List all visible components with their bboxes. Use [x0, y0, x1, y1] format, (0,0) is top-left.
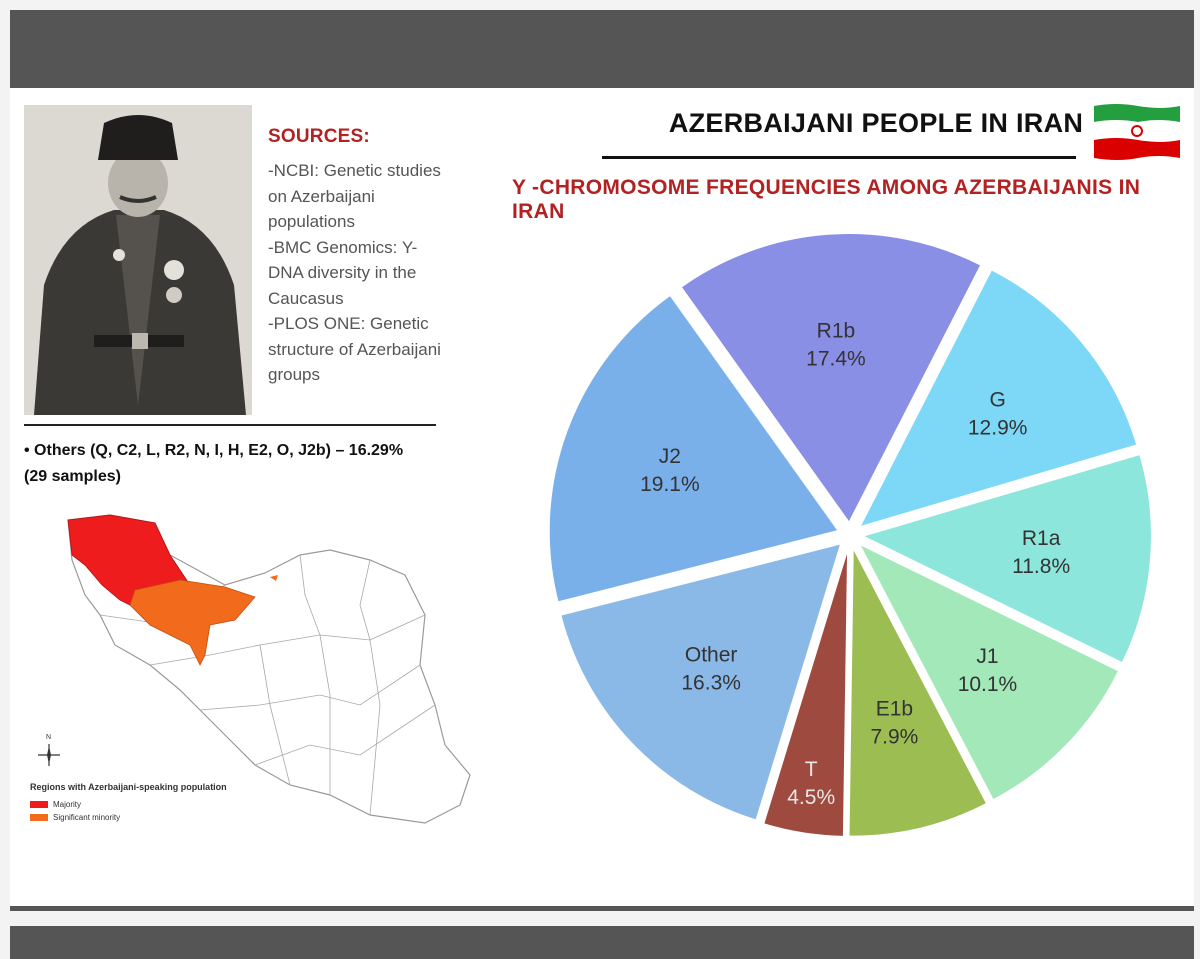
portrait-photo [24, 105, 252, 415]
source-line: populations [268, 212, 355, 231]
legend-swatch-majority [30, 801, 48, 808]
sources-list [268, 158, 468, 388]
map-legend-item [30, 813, 120, 822]
pie-value-label: 17.4% [806, 347, 866, 371]
others-note-line: • Others (Q, C2, L, R2, N, I, H, E2, O, J2b) – 16.29% [24, 442, 404, 459]
legend-label: Majority [53, 800, 82, 809]
bottom-bar [10, 926, 1194, 959]
pie-value-label: 16.3% [681, 671, 741, 695]
iran-flag-icon [1092, 102, 1182, 162]
source-line: on Azerbaijani [268, 186, 375, 206]
map-legend-item [30, 800, 81, 809]
chart-title: Y -CHROMOSOME FREQUENCIES AMONG AZERBAIJANIS IN IRAN [512, 176, 1141, 223]
pie-label: R1b [816, 319, 856, 343]
legend-swatch-minority [30, 814, 48, 821]
pie-value-label: 10.1% [957, 672, 1018, 696]
others-note-line: (29 samples) [24, 468, 121, 485]
source-line: DNA diversity in the [268, 263, 417, 282]
pie-label: E1b [875, 697, 914, 721]
left-divider [24, 424, 436, 426]
source-line: -BMC Genomics: Y- [268, 237, 418, 257]
compass-letter: N [46, 734, 52, 741]
pie-value-label: 4.5% [787, 785, 836, 809]
source-line: -NCBI: Genetic studies [268, 161, 441, 180]
source-line: -PLOS ONE: Genetic [268, 314, 429, 333]
pie-label: Other [684, 643, 738, 667]
pie-chart [520, 230, 1180, 870]
page-title: AZERBAIJANI PEOPLE IN IRAN [668, 108, 1084, 138]
pie-label: T [804, 757, 818, 781]
legend-label: Significant minority [53, 813, 121, 822]
source-line: groups [268, 365, 320, 384]
compass-icon [36, 738, 62, 768]
pie-label: J2 [658, 445, 681, 469]
sources-title: SOURCES: [268, 126, 370, 147]
pie-label: J1 [976, 644, 999, 668]
pie-label: G [989, 388, 1006, 412]
others-note [24, 438, 444, 490]
pie-value-label: 11.8% [1012, 555, 1071, 579]
map-legend-title: Regions with Azerbaijani-speaking population [30, 782, 227, 792]
top-bar [10, 10, 1194, 88]
pie-value-label: 12.9% [967, 416, 1028, 440]
source-line: Caucasus [268, 288, 344, 308]
pie-value-label: 7.9% [870, 725, 919, 749]
bottom-rule [10, 906, 1194, 911]
title-underline [602, 156, 1076, 159]
pie-label: R1a [1021, 527, 1061, 551]
source-line: structure of Azerbaijani [268, 339, 441, 359]
pie-value-label: 19.1% [640, 473, 700, 497]
